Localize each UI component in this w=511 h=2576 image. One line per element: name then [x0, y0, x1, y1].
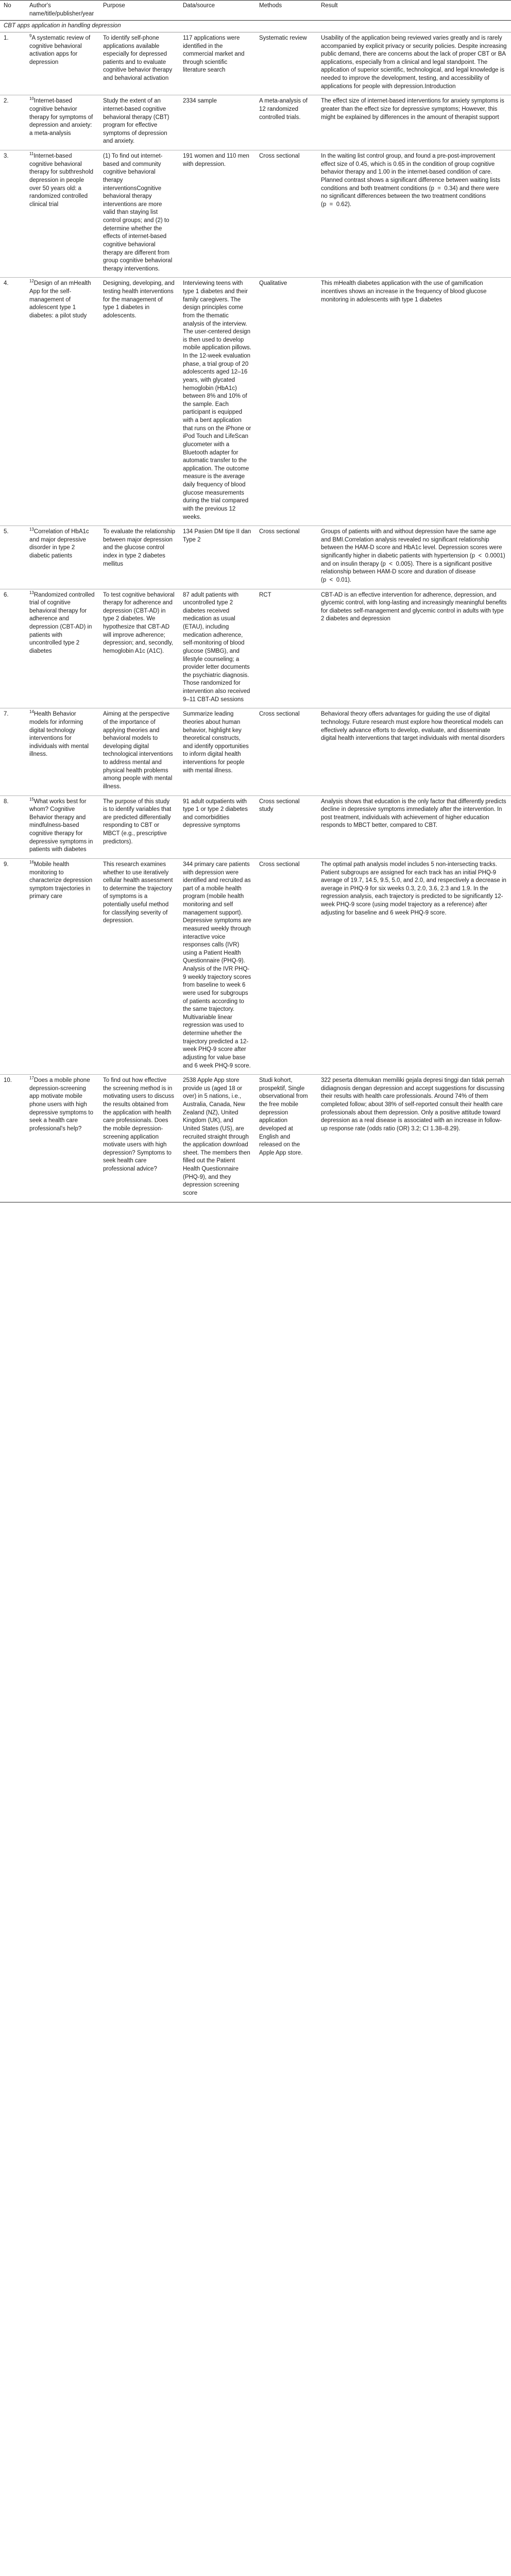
cell-result: The effect size of internet-based interventions for anxiety symptoms is greater than the effect size for depressive symptoms; However, this might be explained by differences in the amount of therapist support [317, 95, 511, 150]
table-row [0, 795, 511, 858]
author-title-text: Internet-based cognitive behavioral therapy for subthreshold depression in people over 50 years old: a randomized controlled clinical trial [29, 153, 94, 208]
author-title-text: Internet-based cognitive behavior therapy for symptoms of depression and anxiety: a meta-analysis [29, 98, 93, 137]
cell-methods: RCT [256, 589, 317, 708]
cell-no: 1. [0, 32, 26, 95]
cell-methods: Cross sectional [256, 708, 317, 795]
cell-no: 3. [0, 150, 26, 278]
cell-data-source: Summarize leading theories about human behavior, highlight key theoretical constructs, and identify opportunities to inform digital health interventions for people with mental illness. [179, 708, 256, 795]
table-row [0, 708, 511, 795]
cell-result: CBT-AD is an effective intervention for adherence, depression, and glycemic control, with long-lasting and increasingly meaningful benefits for diabetes self-management and glycemic control in adults with type 2 diabetes and depression [317, 589, 511, 708]
header-author: Author's name/title/publisher/year [26, 1, 99, 21]
reference-number: 11 [29, 151, 34, 157]
cell-result: In the waiting list control group, and found a pre-post-improvement effect size of 0.45, which is 0.65 in the condition of group cognitive behavior therapy and 1.00 in the internet-based condition of care. Planned contrast shows a significant difference between waiting lists conditions and both treatment conditions (p = 0.34) and there were no significant differences between the two treatment conditions (p = 0.62). [317, 150, 511, 278]
cell-author [26, 1075, 99, 1202]
cell-author [26, 95, 99, 150]
cell-purpose: This research examines whether to use iteratively cellular health assessment to determine the trajectory of symptoms is a potentially useful method for classifying severity of depression. [99, 858, 179, 1074]
cell-result: Groups of patients with and without depression have the same age and BMI.Correlation analysis revealed no significant relationship between the HAM-D score and HbA1c level. Depression scores were significantly higher in diabetic patients with hypertension (p < 0.0001) and on insulin therapy (p < 0.005). There is a significant positive relationship between HAM-D score and duration of disease (p < 0.01). [317, 526, 511, 589]
cell-purpose: Study the extent of an internet-based cognitive behavioral therapy (CBT) program for effective symptoms of depression and anxiety. [99, 95, 179, 150]
cell-purpose: Designing, developing, and testing health interventions for the management of type 1 diabetes in adolescents. [99, 278, 179, 526]
cell-data-source: Interviewing teens with type 1 diabetes and their family caregivers. The design principles come from the thematic analysis of the interview. The user-centered design is then used to develop mobile application pillows. In the 12-week evaluation phase, a trial group of 20 adolescents aged 12–16 years, with glycated hemoglobin (HbA1c) between 8% and 10% of the sample. Each participant is equipped with a bent application that runs on the iPhone or iPod Touch and LifeScan glucometer with a Bluetooth adapter for automatic transfer to the application. The outcome measure is the average daily frequency of blood glucose measurements during the trial compared with the previous 12 weeks. [179, 278, 256, 526]
cell-data-source: 117 applications were identified in the commercial market and through scientific literature search [179, 32, 256, 95]
reference-number: 14 [29, 709, 34, 715]
cell-data-source: 191 women and 110 men with depression. [179, 150, 256, 278]
cell-no: 8. [0, 795, 26, 858]
reference-number: 13 [29, 527, 34, 532]
cell-author [26, 32, 99, 95]
cell-methods: Cross sectional study [256, 795, 317, 858]
table-row [0, 1075, 511, 1202]
author-title-text: A systematic review of cognitive behavioral activation apps for depression [29, 35, 91, 65]
section-label: CBT apps application in handling depression [0, 21, 511, 32]
cell-data-source: 344 primary care patients with depression were identified and recruited as part of a mobile health program (mobile health monitoring and self management support). Depressive symptoms are measured weekly through interactive voice responses calls (IVR) using a Patient Health Questionnaire (PHQ-9). Analysis of the IVR PHQ-9 weekly trajectory scores from baseline to week 6 were used for subgroups of patients according to the same trajectory. Multivariable linear regression was used to determine whether the trajectory predicted a 12-week PHQ-9 score after adjusting for value base and 6 week PHQ-9 score. [179, 858, 256, 1074]
cell-author [26, 795, 99, 858]
cell-methods: Cross sectional [256, 526, 317, 589]
table-row [0, 32, 511, 95]
author-title-text: Correlation of HbA1c and major depressive disorder in type 2 diabetic patients [29, 529, 89, 559]
cell-author [26, 526, 99, 589]
table-row [0, 526, 511, 589]
cell-no: 9. [0, 858, 26, 1074]
cell-data-source: 2538 Apple App store provide us (aged 18 or over) in 5 nations, i.e., Australia, Canada, New Zealand (NZ), United Kingdom (UK), and United States (US), are recruited straight through the application download sheet. The members then filled out the Patient Health Questionnaire (PHQ-9), and they depression screening score [179, 1075, 256, 1202]
cell-purpose: To evaluate the relationship between major depression and the glucose control index in type 2 diabetes mellitus [99, 526, 179, 589]
cell-no: 6. [0, 589, 26, 708]
cell-methods: Studi kohort, prospektif, Single observational from the free mobile depression application developed at English and released on the Apple App store. [256, 1075, 317, 1202]
author-title-text: Randomized controlled trial of cognitive behavioral therapy for adherence and depression (CBT-AD) in patients with uncontrolled type 2 diabetes [29, 591, 95, 654]
reference-number: 15 [29, 796, 34, 802]
reference-number: 12 [29, 279, 34, 284]
table-row [0, 95, 511, 150]
cell-methods: A meta-analysis of 12 randomized controlled trials. [256, 95, 317, 150]
cell-author [26, 278, 99, 526]
cell-no: 4. [0, 278, 26, 526]
table-row [0, 858, 511, 1074]
cell-no: 2. [0, 95, 26, 150]
table-row [0, 150, 511, 278]
cell-data-source: 91 adult outpatients with type 1 or type 2 diabetes and comorbidities depressive symptoms [179, 795, 256, 858]
cell-data-source: 87 adult patients with uncontrolled type 2 diabetes received medication as usual (ETAU), including medication adherence, self-monitoring of blood glucose (SMBG), and lifestyle counseling; a provider letter documents the psychiatric diagnosis. Those randomized for intervention also received 9–11 CBT-AD sessions [179, 589, 256, 708]
cell-result: Usability of the application being reviewed varies greatly and is rarely accompanied by explicit privacy or security policies. Despite increasing public demand, there are concerns about the lack of proper CBT or BA applications, especially from a clinical and legal standpoint. The application of superior scientific, technological, and legal knowledge is needed to improve the development, testing, and accessibility of applications for people with depression.Introduction [317, 32, 511, 95]
reference-number: 13 [29, 590, 34, 595]
cell-result: 322 peserta ditemukan memiliki gejala depresi tinggi dan tidak pernah didiagnosis dengan depression and accept suggestions for discussing their results with health care professionals. Around 74% of them completed follow; about 38% of self-reported consult their health care professionals about them depression. Only a positive attitude toward depression as a real disease is associated with an increase in follow-up response rate (odds ratio (OR) 3.2; CI 1.38–8.29). [317, 1075, 511, 1202]
cell-purpose: To find out how effective the screening method is in motivating users to discuss the results obtained from the application with health care professionals. Does the mobile depression-screening application motivate users with high depression? Symptoms to seek health care professional advice? [99, 1075, 179, 1202]
cell-author [26, 858, 99, 1074]
cell-methods: Cross sectional [256, 858, 317, 1074]
header-result: Result [317, 1, 511, 21]
reference-number: 10 [29, 96, 34, 101]
table-row [0, 589, 511, 708]
cell-no: 10. [0, 1075, 26, 1202]
cell-purpose: The purpose of this study is to identify variables that are predicted differentially responding to CBT or MBCT (e.g., prescriptive predictors). [99, 795, 179, 858]
cell-purpose: Aiming at the perspective of the importance of applying theories and behavioral models to developing digital technological interventions to address mental and physical health problems among people with mental illness. [99, 708, 179, 795]
cell-purpose: To identify self-phone applications available especially for depressed patients and to evaluate cognitive behavior therapy and behavioral activation [99, 32, 179, 95]
cell-result: This mHealth diabetes application with the use of gamification incentives shows an increase in the frequency of blood glucose monitoring in adolescents with type 1 diabetes [317, 278, 511, 526]
author-title-text: Does a mobile phone depression-screening app motivate mobile phone users with high depressive symptoms to seek a health care professional's help? [29, 1077, 93, 1132]
header-purpose: Purpose [99, 1, 179, 21]
table-row [0, 278, 511, 526]
cell-author [26, 589, 99, 708]
author-title-text: Health Behavior models for informing digital technology interventions for individuals with mental illness. [29, 711, 89, 758]
author-title-text: What works best for whom? Cognitive Behavior therapy and mindfulness-based cognitive therapy for depressive symptoms in patients with diabetes [29, 798, 93, 853]
cell-no: 5. [0, 526, 26, 589]
author-title-text: Design of an mHealth App for the self-management of adolescent type 1 diabetes: a pilot study [29, 280, 91, 319]
cell-purpose: To test cognitive behavioral therapy for adherence and depression (CBT-AD) in type 2 diabetes. We hypothesize that CBT-AD will improve adherence; depression; and, secondly, hemoglobin A1c (A1C). [99, 589, 179, 708]
cell-data-source: 134 Pasien DM tipe II dan Type 2 [179, 526, 256, 589]
cell-no: 7. [0, 708, 26, 795]
reference-number: 9 [29, 33, 32, 39]
header-data-source: Data/source [179, 1, 256, 21]
cell-methods: Qualitative [256, 278, 317, 526]
cell-data-source: 2334 sample [179, 95, 256, 150]
cell-purpose: (1) To find out internet-based and community cognitive behavioral therapy interventionsCognitive behavioral therapy interventions are more valid than staying list control groups; and (2) to determine whether the effects of internet-based cognitive behavioral therapy are different from group cognitive behavioral therapy interventions. [99, 150, 179, 278]
table-header [0, 1, 511, 21]
header-methods: Methods [256, 1, 317, 21]
article-table-page [0, 0, 511, 1202]
cell-result: The optimal path analysis model includes 5 non-intersecting tracks. Patient subgroups are assigned for each track has an initial PHQ-9 average of 19.7, 14.5, 9.5, 5.0, and 2.0, and respectively a decrease in average in PHQ-9 for six weeks 0.3, 2.0, 3.6, 2.3 and 1.9. In the regression analysis, each trajectory is predicted to be significantly 12-week PHQ-9 score (using model trajectory as a reference) after adjusting for baseline and 6 week PHQ-9 score. [317, 858, 511, 1074]
cell-author [26, 708, 99, 795]
header-no: No [0, 1, 26, 21]
literature-review-table [0, 0, 511, 1202]
reference-number: 17 [29, 1076, 34, 1081]
cell-methods: Systematic review [256, 32, 317, 95]
table-body [0, 21, 511, 1202]
header-row [0, 1, 511, 21]
cell-result: Behavioral theory offers advantages for guiding the use of digital technology. Future research must explore how theoretical models can effectively advance efforts to develop, evaluate, and disseminate digital health interventions that target individuals with mental disorders [317, 708, 511, 795]
author-title-text: Mobile health monitoring to characterize depression symptom trajectories in primary care [29, 861, 93, 900]
cell-author [26, 150, 99, 278]
cell-methods: Cross sectional [256, 150, 317, 278]
cell-result: Analysis shows that education is the only factor that differently predicts decline in depressive symptoms immediately after the intervention. In post treatment, individuals with achievement of higher education responds to MBCT better, compared to CBT. [317, 795, 511, 858]
reference-number: 16 [29, 860, 34, 865]
section-row [0, 21, 511, 32]
